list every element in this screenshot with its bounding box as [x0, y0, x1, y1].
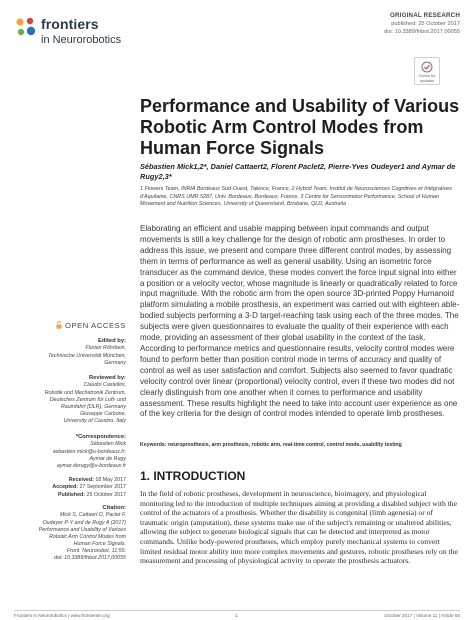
citation-line: Mick S, Cattaert D, Paclet F, — [59, 512, 126, 519]
editor-line: Technische Universität München, — [48, 352, 126, 359]
open-lock-icon — [56, 321, 62, 329]
frontiers-logo-icon — [14, 16, 38, 40]
correspondence-heading: *Correspondence: — [75, 434, 126, 440]
affiliations — [140, 186, 460, 209]
dates-block — [14, 477, 126, 499]
reviewer-line: Robotik und Mechatronik Zentrum, — [44, 389, 126, 396]
editor-line: Germany — [104, 359, 126, 366]
correspondence-email[interactable]: aymar.derugy@u-bordeaux.fr — [56, 462, 126, 469]
check-updates-label: Check for updates — [418, 73, 436, 83]
check-for-updates-badge[interactable] — [414, 57, 440, 85]
keywords: Keywords: neuroprosthesis, arm prosthesis, robotic arm, real-time control, control mode, usability testing — [140, 442, 402, 448]
date-value: 25 October 2017 — [86, 491, 126, 498]
correspondence-email[interactable]: sebastien.mick@u-bordeaux.fr; — [52, 448, 126, 455]
date-label: Published: — [57, 491, 86, 498]
reviewer-line: Deutsches Zentrum für Luft- und — [49, 396, 126, 403]
date-label: Received: — [68, 477, 94, 483]
footer-issue-info: October 2017 | Volume 11 | Article 55 — [384, 613, 460, 618]
date-row — [14, 492, 126, 499]
reviewer-line: Giuseppe Carbone, — [80, 410, 126, 417]
edited-by-block — [14, 338, 126, 367]
journal-subname: in Neurorobotics — [41, 34, 122, 46]
abstract: Elaborating an efficient and usable mapping between input commands and output movements is still a key challenge for the design of robotic arm prostheses. In order to address this issue, we present and compare three different control modes, by assessing them in terms of performance as well as general usability. Using an isometric force transducer as the command device, these modes convert the force input signal into either a position or a velocity vector, whose magnitude is linearly or quadratically related to force input magnitude. With the robotic arm from the open source 3D-printed Poppy Humanoid platform simulating a mobile prosthesis, an experiment was carried out with eighteen able-bodied subjects performing a 3-D target-reaching task using each of the three modes. The subjects were given questionnaires to evaluate the quality of their experience with each mode, providing an assessment of their global usability in the context of the task. According to performance metrics and questionnaire results, velocity control modes were found to perform better than position control mode in terms of accuracy and quality of control as well as user satisfaction and comfort. Subjects also seemed to favor quadratic velocity control over linear (proportional) velocity control, even if these two modes did not clearly distinguish from one another when it comes to performance and usability assessment. These results highlight the need to take into account user experience as one of the key criteria for the design of control modes intended to operate limb prostheses. — [140, 224, 460, 419]
article-type: ORIGINAL RESEARCH — [390, 12, 460, 19]
article-doi[interactable]: doi: 10.3389/fnbot.2017.00055 — [384, 29, 460, 35]
citation-doi[interactable]: doi: 10.3389/fnbot.2017.00055 — [54, 554, 126, 561]
edited-by-heading: Edited by: — [97, 338, 126, 344]
check-updates-icon — [421, 61, 433, 73]
published-date: published: 25 October 2017 — [391, 21, 460, 27]
date-value: 27 September 2017 — [79, 484, 126, 491]
citation-heading: Citation: — [102, 505, 126, 511]
editor-line: Florian Röhrbein, — [85, 345, 126, 352]
footer-journal-link[interactable]: Frontiers in Neurorobotics | www.frontiersin.org — [14, 613, 110, 618]
reviewer-line: Raumfahrt (DLR), Germany — [60, 403, 126, 410]
reviewed-by-block — [14, 375, 126, 425]
open-access-label — [14, 321, 126, 330]
section-heading: 1. INTRODUCTION — [140, 469, 246, 483]
citation-line: Front. Neurorobot. 11:55. — [66, 547, 126, 554]
article-title: Performance and Usability of Various Robotic Arm Control Modes from Human Force Signals — [140, 96, 460, 158]
citation-line: Oudeyer P-Y and de Rugy A (2017) — [42, 519, 126, 526]
section-body: In the field of robotic prostheses, development in neuroscience, bioimagery, and physiological monitoring led to the introduction of multiple techniques aiming at providing a disabled subject with the control of the actuators of a prosthesis. Whether the disability is congenital (limb agenesia) or of traumatic origin (amputation), these systems make use of the subject's remaining or unaltered abilities, allowing the subject to generate biological signals that can be detected and interpreted as motor commands. Unlike body-powered prostheses, which employ purely mechanical systems to convert limited residual motor ability into more complex movements and gestures, robotic prostheses rely on the measurement and processing of physiological activity to operate the prosthesis actuators. — [140, 489, 458, 566]
page-number: 1 — [235, 613, 238, 618]
author-list: Sébastien Mick1,2*, Daniel Cattaert2, Florent Paclet2, Pierre-Yves Oudeyer1 and Aymar de Rugy2,3* — [140, 162, 456, 181]
citation-block — [14, 505, 126, 562]
date-value: 18 May 2017 — [95, 477, 126, 483]
date-label: Accepted: — [52, 484, 78, 491]
citation-line: Performance and Usability of Various — [38, 526, 126, 533]
footer-divider — [14, 610, 460, 611]
correspondence-line: Sébastien Mick — [90, 441, 126, 448]
reviewer-line: Claudio Castellini, — [83, 382, 126, 389]
correspondence-line: Aymar de Rugy — [89, 455, 126, 462]
article-header — [384, 12, 460, 36]
reviewer-line: University of Cassino, Italy — [63, 417, 126, 424]
citation-line: Robotic Arm Control Modes from — [49, 533, 126, 540]
journal-name: frontiers — [41, 16, 99, 32]
journal-logo — [14, 14, 154, 48]
date-row — [14, 477, 126, 484]
citation-line: Human Force Signals. — [73, 540, 126, 547]
affiliation-text: 1 Flowers Team, INRIA Bordeaux Sud-Ouest, Talence, France, 2 Hybrid Team, Institut de Neurosciences Cognitives et Intégratives d'Aquitaine, CNRS UMR 5287, Univ. Bordeaux, Bordeaux, France, 3 Centre for Sensorimotor Performance, School of Human Movement and Nutrition Sciences, University of Queensland, Brisbane, QLD, Australia — [140, 186, 453, 208]
reviewed-by-heading: Reviewed by: — [88, 375, 126, 381]
correspondence-block — [14, 434, 126, 470]
date-row — [14, 484, 126, 491]
open-access-text: OPEN ACCESS — [64, 321, 126, 330]
